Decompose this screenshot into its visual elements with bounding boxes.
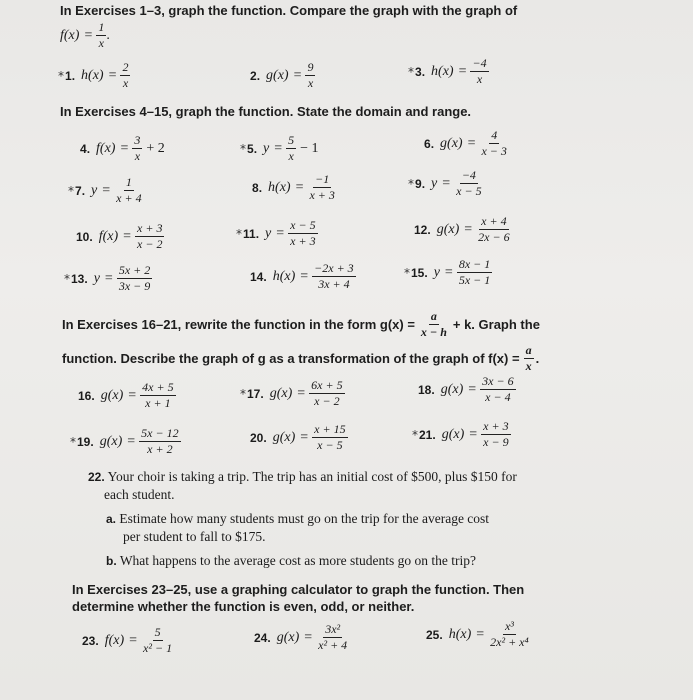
problem-22a-label: a.	[106, 512, 117, 526]
exercise-fraction	[312, 262, 356, 291]
denominator: x	[134, 149, 141, 163]
exercise-fraction	[480, 375, 515, 404]
denominator: x + 3	[309, 188, 335, 202]
exercise-lhs: g(x)	[272, 429, 296, 445]
exercise-15	[404, 258, 492, 287]
form-denominator: x − h	[420, 325, 447, 339]
problem-22a-line1	[106, 510, 489, 528]
exercise-fraction	[141, 626, 174, 655]
exercise-id: 7	[75, 183, 82, 198]
exercise-number: 11.	[243, 226, 260, 241]
equals-sign: =	[123, 228, 132, 244]
exercise-3	[408, 57, 489, 86]
denominator: x	[288, 149, 294, 163]
exercise-lhs: g(x)	[100, 387, 124, 403]
instructions-16-21-line1	[62, 310, 540, 339]
exercise-fraction	[316, 623, 349, 652]
exercise-number: 10.	[76, 229, 93, 244]
exercise-fraction	[139, 427, 180, 456]
equals-sign: =	[467, 135, 476, 151]
instructions-16-21-line2	[62, 344, 539, 373]
equals-sign: =	[304, 629, 313, 645]
reference-denominator: x	[98, 36, 104, 50]
denominator: x − 9	[483, 435, 509, 449]
equals-sign: =	[274, 140, 283, 156]
denominator: x² + 4	[318, 638, 348, 652]
instructions-16-21-text2: + k. Graph the	[452, 317, 540, 332]
denominator: x + 2	[147, 442, 173, 456]
exercise-fraction	[454, 169, 483, 198]
exercise-number: 9.	[415, 176, 426, 191]
numerator: 5	[288, 133, 295, 147]
denominator: x − 4	[485, 390, 511, 404]
instructions-23-25-text2: determine whether the function is even, odd, or neither.	[72, 599, 415, 614]
numerator: −4	[461, 168, 476, 182]
exercise-lhs: h(x)	[272, 268, 296, 284]
exercise-lhs: y	[93, 270, 100, 286]
exercise-fraction	[140, 381, 175, 410]
exercise-id: 4	[80, 141, 87, 156]
exercise-fraction	[286, 134, 296, 163]
exercise-lhs: y	[433, 264, 440, 280]
exercise-id: 14	[250, 269, 264, 284]
denominator: 3x − 9	[118, 279, 151, 293]
numerator: 3x − 6	[482, 374, 514, 388]
exercise-24	[254, 623, 349, 652]
equals-sign: =	[458, 63, 467, 79]
exercise-fraction	[117, 264, 152, 293]
exercise-number: 23.	[82, 633, 99, 648]
exercise-number: 21.	[419, 427, 436, 442]
reference-numerator: 1	[98, 20, 105, 34]
exercise-21	[412, 420, 511, 449]
instructions-1-3-text: In Exercises 1–3, graph the function. Compare the graph with the graph of	[60, 3, 518, 18]
equals-sign: =	[300, 268, 309, 284]
star-mark: *	[70, 434, 76, 449]
reference-eq: =	[84, 27, 93, 43]
star-mark: *	[412, 427, 418, 442]
exercise-fraction	[488, 620, 531, 649]
equals-sign: =	[295, 179, 304, 195]
numerator: 9	[307, 60, 314, 74]
star-mark: *	[408, 64, 414, 79]
exercise-8	[252, 173, 337, 202]
exercise-lhs: g(x)	[436, 221, 460, 237]
star-mark: *	[240, 141, 246, 156]
numerator: x + 15	[314, 422, 346, 436]
exercise-lhs: g(x)	[99, 433, 123, 449]
exercise-number: 8.	[252, 180, 263, 195]
exercise-fraction	[288, 219, 317, 248]
exercise-14	[250, 262, 356, 291]
exercise-id: 5	[247, 141, 254, 156]
numerator: 4x + 5	[142, 380, 174, 394]
exercise-number: 5.	[247, 141, 258, 156]
exercise-lhs: g(x)	[440, 135, 463, 151]
numerator: 4	[491, 128, 498, 142]
numerator: x³	[504, 619, 514, 633]
instructions-23-25-text1: In Exercises 23–25, use a graphing calculator to graph the function. Then	[72, 582, 525, 597]
exercise-16	[78, 381, 176, 410]
exercise-lhs: g(x)	[441, 426, 465, 442]
star-mark: *	[240, 386, 246, 401]
numerator: x − 5	[290, 218, 316, 232]
exercise-id: 2	[250, 68, 257, 83]
exercise-fraction	[305, 61, 315, 90]
exercise-13	[64, 264, 152, 293]
numerator: −1	[315, 172, 330, 186]
numerator: x + 3	[483, 419, 509, 433]
denominator: x − 3	[481, 144, 507, 158]
instructions-1-3	[60, 2, 517, 19]
exercise-id: 6	[424, 136, 431, 151]
problem-22-line1	[88, 468, 517, 486]
parent-period: .	[535, 351, 540, 366]
equals-sign: =	[464, 221, 473, 237]
instructions-16-21-text1: In Exercises 16–21, rewrite the function in the form g(x) =	[62, 317, 415, 332]
denominator: 2x − 6	[478, 230, 510, 244]
exercise-number: 24.	[254, 630, 271, 645]
exercise-lhs: f(x)	[98, 228, 119, 244]
exercise-id: 13	[71, 271, 85, 286]
numerator: x + 4	[481, 214, 507, 228]
denominator: x	[307, 76, 314, 90]
exercise-number: 25.	[426, 627, 443, 642]
reference-period: .	[106, 27, 110, 43]
denominator: 5x − 1	[458, 273, 491, 287]
exercise-tail: − 1	[300, 140, 319, 156]
exercise-number: 16.	[78, 388, 95, 403]
exercise-lhs: f(x)	[96, 140, 116, 156]
exercise-id: 20	[250, 430, 264, 445]
star-mark: *	[58, 68, 64, 83]
exercise-17	[240, 379, 345, 408]
exercise-id: 12	[414, 222, 428, 237]
exercise-id: 19	[77, 434, 91, 449]
exercise-fraction	[470, 57, 488, 86]
denominator: x + 1	[145, 396, 171, 410]
reference-fraction	[96, 21, 106, 50]
equals-sign: =	[444, 264, 453, 280]
problem-22a-text1: Estimate how many students must go on the trip for the average cost	[119, 511, 490, 526]
exercise-number: 4.	[80, 141, 91, 156]
instructions-16-21-text3: function. Describe the graph of g as a transformation of the graph of f(x) =	[62, 351, 520, 366]
exercise-fraction	[120, 61, 130, 90]
exercise-number: 20.	[250, 430, 267, 445]
exercise-lhs: h(x)	[81, 67, 104, 83]
exercise-id: 1	[65, 68, 72, 83]
parent-numerator: a	[525, 343, 532, 357]
exercise-number: 1.	[65, 68, 76, 83]
exercise-5	[240, 134, 319, 163]
equals-sign: =	[476, 626, 485, 642]
exercise-id: 25	[426, 627, 440, 642]
equals-sign: =	[276, 225, 285, 241]
equals-sign: =	[468, 381, 477, 397]
exercise-11	[236, 219, 318, 248]
numerator: 5	[154, 625, 161, 639]
numerator: −4	[472, 56, 487, 70]
denominator: 2x² + x⁴	[490, 635, 529, 649]
exercise-12	[414, 215, 512, 244]
denominator: x − 5	[317, 438, 343, 452]
star-mark: *	[408, 176, 414, 191]
problem-22	[88, 468, 517, 503]
exercise-4	[80, 134, 165, 163]
exercise-fraction	[479, 129, 508, 158]
exercise-id: 17	[247, 386, 261, 401]
star-mark: *	[236, 226, 242, 241]
exercise-lhs: h(x)	[448, 626, 472, 642]
exercise-lhs: h(x)	[431, 63, 454, 79]
exercise-fraction	[476, 215, 511, 244]
denominator: x	[122, 76, 129, 90]
exercise-id: 21	[419, 427, 433, 442]
exercise-fraction	[307, 173, 336, 202]
exercise-tail: + 2	[146, 140, 165, 156]
exercise-id: 16	[78, 388, 92, 403]
equals-sign: =	[128, 387, 137, 403]
numerator: 1	[125, 175, 132, 189]
denominator: x − 5	[456, 184, 482, 198]
exercise-19	[70, 427, 181, 456]
exercise-number: 2.	[250, 68, 261, 83]
reference-lhs: f(x)	[60, 27, 80, 43]
numerator: 3x²	[325, 622, 341, 636]
exercise-7	[68, 176, 144, 205]
exercise-number: 6.	[424, 136, 435, 151]
equals-sign: =	[129, 632, 138, 648]
exercise-id: 18	[418, 382, 432, 397]
exercise-number: 19.	[77, 434, 94, 449]
numerator: x + 3	[137, 221, 163, 235]
exercise-fraction	[457, 258, 492, 287]
problem-22b-text: What happens to the average cost as more students go on the trip?	[119, 553, 476, 568]
instructions-4-15	[60, 103, 471, 120]
exercise-lhs: f(x)	[104, 632, 125, 648]
exercise-18	[418, 375, 516, 404]
parent-denominator: x	[525, 359, 532, 373]
exercise-lhs: h(x)	[268, 179, 291, 195]
exercise-lhs: g(x)	[269, 385, 293, 401]
numerator: 6x + 5	[311, 378, 343, 392]
problem-22b-label: b.	[106, 554, 117, 568]
exercise-1	[58, 61, 130, 90]
numerator: −2x + 3	[314, 261, 354, 275]
reference-function	[60, 21, 110, 50]
problem-22b	[106, 552, 476, 570]
star-mark: *	[64, 271, 70, 286]
exercise-fraction	[312, 423, 347, 452]
exercise-number: 17.	[247, 386, 264, 401]
problem-22a-text2: per student to fall to $175.	[123, 529, 266, 544]
numerator: 2	[122, 60, 129, 74]
equals-sign: =	[127, 433, 136, 449]
exercise-fraction	[114, 176, 143, 205]
exercise-2	[250, 61, 315, 90]
exercise-id: 9	[415, 176, 422, 191]
parent-fraction	[524, 344, 534, 373]
exercise-number: 12.	[414, 222, 431, 237]
star-mark: *	[404, 265, 410, 280]
exercise-fraction	[135, 222, 164, 251]
exercise-lhs: y	[91, 182, 98, 198]
exercise-id: 15	[411, 265, 425, 280]
exercise-id: 8	[252, 180, 259, 195]
numerator: 3	[134, 133, 141, 147]
problem-22-text2: each student.	[104, 487, 175, 502]
problem-22-text1: Your choir is taking a trip. The trip has an initial cost of $500, plus $150 for	[107, 469, 517, 484]
equals-sign: =	[300, 429, 309, 445]
exercise-lhs: g(x)	[440, 381, 464, 397]
equals-sign: =	[293, 67, 302, 83]
exercise-number: 13.	[71, 271, 88, 286]
exercise-id: 11	[243, 226, 256, 241]
exercise-lhs: y	[265, 225, 272, 241]
equals-sign: =	[102, 182, 111, 198]
numerator: 8x − 1	[458, 257, 491, 271]
exercise-id: 23	[82, 633, 96, 648]
exercise-number: 3.	[415, 64, 426, 79]
exercise-number: 15.	[411, 265, 428, 280]
equals-sign: =	[442, 175, 451, 191]
numerator: 5x − 12	[141, 426, 179, 440]
exercise-lhs: y	[263, 140, 270, 156]
exercise-25	[426, 620, 531, 649]
problem-22-number: 22.	[88, 470, 105, 484]
exercise-number: 7.	[75, 183, 86, 198]
denominator: x − 2	[314, 394, 340, 408]
form-numerator: a	[430, 309, 437, 323]
instructions-4-15-text: In Exercises 4–15, graph the function. State the domain and range.	[60, 104, 472, 119]
exercise-fraction	[481, 420, 510, 449]
exercise-fraction	[309, 379, 344, 408]
denominator: x	[476, 72, 483, 86]
star-mark: *	[68, 183, 74, 198]
exercise-fraction	[132, 134, 142, 163]
form-fraction	[419, 310, 449, 339]
denominator: x + 3	[290, 234, 316, 248]
exercise-lhs: g(x)	[276, 629, 300, 645]
exercise-lhs: g(x)	[266, 67, 289, 83]
exercise-20	[250, 423, 348, 452]
denominator: x + 4	[116, 191, 142, 205]
equals-sign: =	[297, 385, 306, 401]
exercise-6	[424, 129, 509, 158]
instructions-23-25	[72, 581, 524, 615]
denominator: 3x + 4	[318, 277, 350, 291]
equals-sign: =	[104, 270, 113, 286]
exercise-id: 10	[76, 229, 90, 244]
equals-sign: =	[108, 67, 117, 83]
equals-sign: =	[469, 426, 478, 442]
denominator: x − 2	[137, 237, 163, 251]
exercise-10	[76, 222, 164, 251]
exercise-lhs: y	[431, 175, 438, 191]
problem-22a	[106, 510, 489, 545]
exercise-23	[82, 626, 174, 655]
exercise-number: 14.	[250, 269, 267, 284]
equals-sign: =	[120, 140, 129, 156]
exercise-id: 24	[254, 630, 268, 645]
exercise-number: 18.	[418, 382, 435, 397]
denominator: x² − 1	[143, 641, 173, 655]
numerator: 5x + 2	[118, 263, 151, 277]
exercise-id: 3	[415, 64, 422, 79]
exercise-9	[408, 169, 484, 198]
